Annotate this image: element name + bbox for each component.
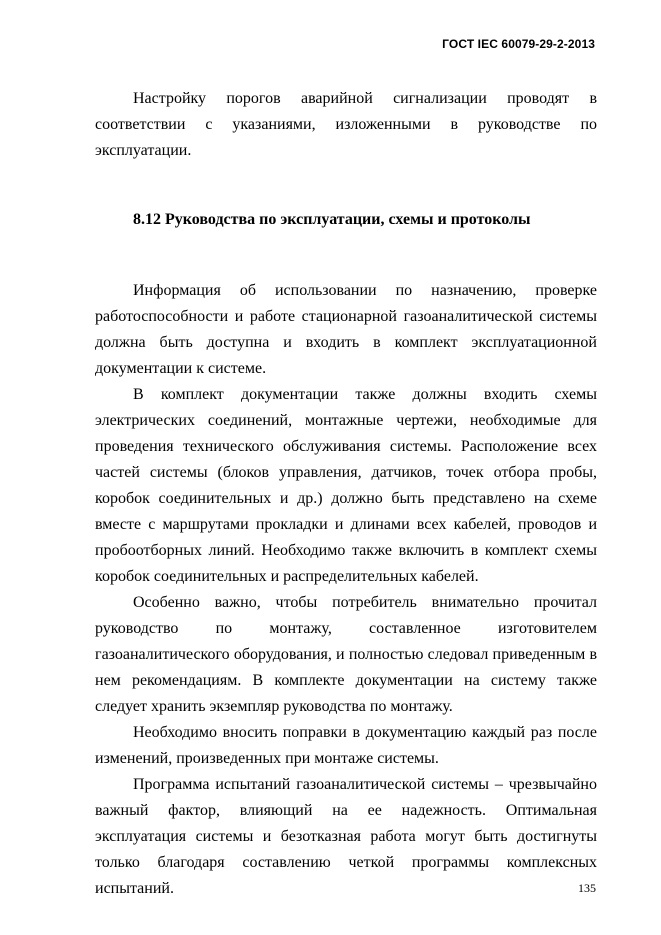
paragraph-installation-manual: Особенно важно, чтобы потребитель внимательно прочитал руководство по монтажу, составленное изготовителем газоаналитического оборудования, и полностью следовал приведенным в нем рекомендациям. В комплекте документации на систему также следует хранить экземпляр руководства по монтажу. bbox=[95, 594, 597, 715]
paragraph-documentation-contents: В комплект документации также должны входить схемы электрических соединений, монтажные чертежи, необходимые для проведения технического обслуживания системы. Расположение всех частей системы (блоков управления, датчиков, точек отбора пробы, коробок соединительных и др.) должно быть представлено на схеме вместе с маршрутами прокладки и длинами всех кабелей, проводов и пробоотборных линий. Необходимо также включить в комплект схемы коробок соединительных и распределительных кабелей. bbox=[95, 386, 597, 585]
paragraph-usage-information: Информация об использовании по назначению, проверке работоспособности и работе стационарной газоаналитической системы должна быть доступна и входить в комплект эксплуатационной документации к системе. bbox=[95, 282, 597, 377]
paragraph-test-program: Программа испытаний газоаналитической системы – чрезвычайно важный фактор, влияющий на ее надежность. Оптимальная эксплуатация системы и безотказная работа могут быть достигнуты только благодаря составлению четкой программы комплексных испытаний. bbox=[95, 776, 597, 897]
section-heading: 8.12 Руководства по эксплуатации, схемы и протоколы bbox=[133, 211, 531, 228]
document-header: ГОСТ IEC 60079-29-2-2013 bbox=[442, 37, 595, 51]
page-number: 135 bbox=[578, 881, 596, 895]
paragraph-alarm-thresholds: Настройку порогов аварийной сигнализации проводят в соответствии с указаниями, изложенными в руководстве по эксплуатации. bbox=[95, 90, 597, 159]
paragraph-documentation-updates: Необходимо вносить поправки в документацию каждый раз после изменений, произведенных при монтаже системы. bbox=[95, 724, 597, 767]
document-body bbox=[95, 86, 597, 902]
